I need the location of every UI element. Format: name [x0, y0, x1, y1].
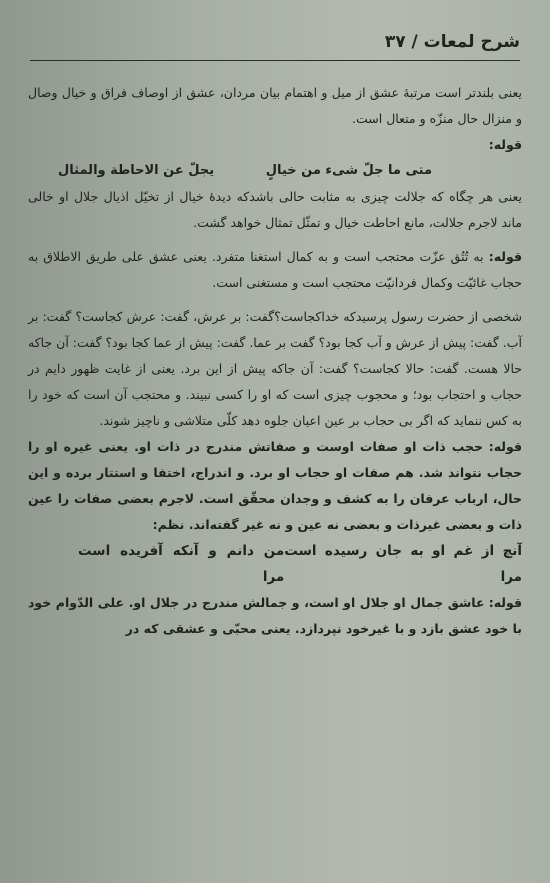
qawlohu-label: قوله: — [488, 137, 522, 152]
header-rule — [30, 60, 520, 61]
paragraph-1: یعنی بلندتر است مرتبۀ عشق از میل و اهتمام بیان مردان، عشق از اوصاف فراق و خیال وصال و منزال حال منزّه و متعال است. — [28, 85, 522, 126]
body-text — [28, 80, 522, 642]
paragraph-4: شخصی از حضرت رسول پرسیدکه خداکجاست؟گفت: بر عرش، گفت: عرش کجاست؟ گفت: بر آب. گفت: پیش از عرش و آب کجا بود؟ گفت بر عما. گفت: پیش از عما کجا بود؟ گفت: آن جاکه حالا هست. گفت: حالا کجاست؟ گفت: آن جاکه پیش از این برد. یعنی از غایت ظهور دایم در حجاب و احتجاب بود؛ و محجوب چیزی است که او را کسی نبیند. و محتجب آن است که خود را به کس ننماید که اگر بی حجاب بر عین اعیان جلوه دهد کلّی متلاشی و ناچیز شوند. — [28, 309, 522, 428]
paragraph-5-text: حجب ذات او صفات اوست و صفاتش مندرج در ذات او. یعنی غیره او را حجاب نتواند شد. هم صفات او حجاب او برد. و اندراج، اختفا و استتار برده و این حال، ارباب عرفان را به کشف و وجدان محقّق است. لاجرم بعضی صفات را عین ذات و بعضی غیرذات و بعضی نه عین و نه غیر گفته‌اند. نظم: — [28, 439, 522, 532]
paragraph-6-label: قوله: — [488, 595, 522, 610]
paragraph-3-text: به تُتُق عزّت محتجب است و به کمال استغنا متفرد. یعنی عشق علی طریق الاطلاق به حجاب غائیّت وکمال فردانیّت محتجب است و مستغنی است. — [28, 249, 522, 290]
page-header — [30, 32, 520, 62]
paragraph-5 — [28, 434, 522, 538]
persian-poem — [28, 538, 522, 590]
paragraph-5-label: قوله: — [488, 439, 522, 454]
arabic-verse — [28, 158, 522, 184]
verse-hemistich-right: متی ما جلّ شیء من خیالٍ — [265, 163, 432, 178]
paragraph-2: یعنی هر چگاه که جلالت چیزی به مثابت حالی باشدکه دیدۀ خیال از تخیّل اذیال جلال او خالی ماند لاجرم جلالت، مانع احاطت خیال و تمثّل تمثال خواهد گشت. — [28, 189, 522, 230]
paragraph-3 — [28, 244, 522, 296]
verse-hemistich-left: یجلّ عن الاحاطة والمثال — [58, 163, 215, 178]
paragraph-6-text: عاشق جمال او جلال او است، و جمالش مندرج در جلال او. علی الدّوام خود با خود عشق بازد و با غیرخود نپردازد. یعنی محبّی و عشقی که در — [28, 595, 522, 636]
paragraph-3-label: قوله: — [488, 249, 522, 264]
poem-hemistich-left: من دانم و آنکه آفریده است مرا — [78, 543, 285, 585]
running-header-title: شرح لمعات / ۳۷ — [384, 32, 520, 52]
poem-hemistich-right: آنچ از غم او به جان رسیده است مرا — [284, 543, 522, 585]
paragraph-6 — [28, 590, 522, 642]
